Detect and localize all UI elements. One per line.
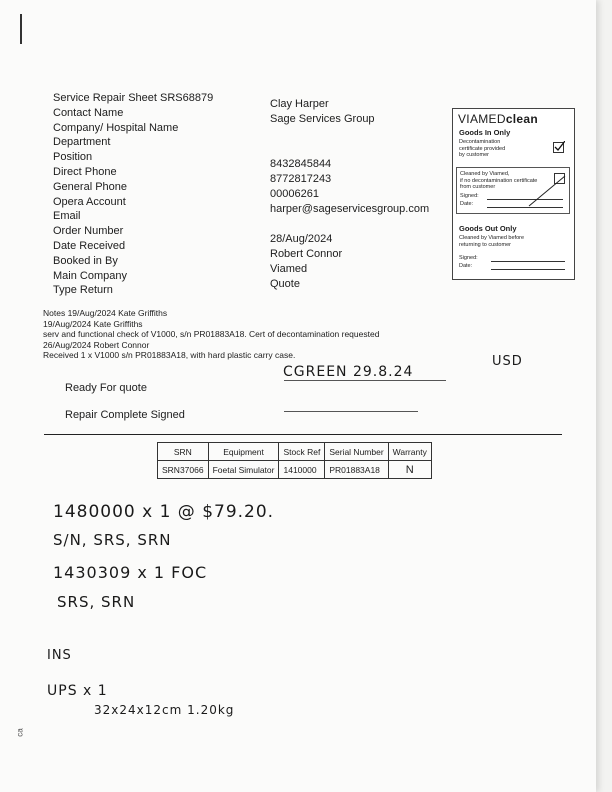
signed-label: Signed: xyxy=(460,193,479,199)
label-type-return: Type Return xyxy=(53,284,113,297)
goods-out-text: Cleaned by Viamed before returning to customer xyxy=(459,235,525,248)
value-booked-in-by: Robert Connor xyxy=(270,248,343,260)
value-direct-phone: 8432845844 xyxy=(270,158,332,170)
value-type-return: Quote xyxy=(270,278,300,290)
cell-equipment: Foetal Simulator xyxy=(208,461,279,479)
value-general-phone: 8772817243 xyxy=(270,173,332,185)
cell-stock-ref: 1410000 xyxy=(279,461,325,479)
value-company: Sage Services Group xyxy=(270,113,375,125)
note-line: 19/Aug/2024 Kate Griffiths xyxy=(43,318,143,329)
label-booked-in-by: Booked in By xyxy=(53,254,118,267)
ready-for-quote-label: Ready For quote xyxy=(65,382,147,394)
edge-mark: ca xyxy=(15,728,25,737)
label-company: Company/ Hospital Name xyxy=(53,121,179,134)
sheet-title: Service Repair Sheet SRS68879 xyxy=(53,92,214,104)
cleaned-by-viamed-section xyxy=(456,167,570,214)
label-email: Email xyxy=(53,210,81,223)
header-equipment: Equipment xyxy=(208,443,279,461)
handwritten-line-4: SRS, SRN xyxy=(57,593,136,611)
note-line: serv and functional check of V1000, s/n PR01883A18. Cert of decontamination requested xyxy=(43,329,380,339)
value-date-received: 28/Aug/2024 xyxy=(270,233,333,245)
handwritten-line-3: 1430309 x 1 FOC xyxy=(53,563,208,582)
viamed-clean-logo: VIAMEDclean xyxy=(458,112,538,126)
value-main-company: Viamed xyxy=(270,263,308,275)
signed-label-2: Signed: xyxy=(459,255,478,261)
label-opera-account: Opera Account xyxy=(53,195,126,208)
margin-mark xyxy=(20,14,22,44)
repair-complete-label: Repair Complete Signed xyxy=(65,409,185,421)
cleaned-text: Cleaned by Viamed, if no decontamination certificate from customer xyxy=(460,171,538,190)
label-order-number: Order Number xyxy=(53,225,124,238)
handwritten-line-2: S/N, SRS, SRN xyxy=(53,531,172,549)
crossed-out-mark xyxy=(527,174,567,208)
header-stock-ref: Stock Ref xyxy=(279,443,325,461)
label-direct-phone: Direct Phone xyxy=(53,165,117,178)
field-values xyxy=(270,97,429,292)
handwritten-line-1: 1480000 x 1 @ $79.20. xyxy=(53,502,275,522)
goods-out-title: Goods Out Only xyxy=(459,224,517,233)
date-label: Date: xyxy=(460,201,474,207)
checkmark-icon xyxy=(554,141,565,152)
handwritten-line-5: INS xyxy=(47,648,72,663)
note-line: Received 1 x V1000 s/n PR01883A18, with hard plastic carry case. xyxy=(43,350,296,360)
label-date-received: Date Received xyxy=(53,239,126,252)
cell-serial-number: PR01883A18 xyxy=(325,461,388,479)
value-email: harper@sageservicesgroup.com xyxy=(270,203,430,215)
value-opera-account: 00006261 xyxy=(270,188,319,200)
goods-in-title: Goods In Only xyxy=(459,128,511,137)
date-label-2: Date: xyxy=(459,263,473,269)
goods-in-text: Decontamination certificate provided by customer xyxy=(459,139,506,158)
equipment-table xyxy=(157,442,432,479)
header-serial-number: Serial Number xyxy=(325,443,388,461)
note-line: Notes 19/Aug/2024 Kate Griffiths xyxy=(43,308,168,318)
header-srn: SRN xyxy=(158,443,209,461)
table-row xyxy=(158,461,432,479)
ready-signature-line xyxy=(284,380,446,381)
label-position: Position xyxy=(53,151,93,164)
header-warranty: Warranty xyxy=(388,443,431,461)
decon-cert-checkbox xyxy=(553,142,564,153)
field-labels xyxy=(53,91,213,298)
handwritten-line-7: 32x24x12cm 1.20kg xyxy=(94,703,235,717)
note-line: 26/Aug/2024 Robert Connor xyxy=(43,339,150,350)
value-contact-name: Clay Harper xyxy=(270,98,329,110)
currency-note: USD xyxy=(492,354,523,369)
label-department: Department xyxy=(53,136,111,149)
notes-block xyxy=(43,308,379,361)
label-main-company: Main Company xyxy=(53,269,127,282)
viamed-clean-box xyxy=(452,108,575,280)
cell-srn: SRN37066 xyxy=(158,461,209,479)
label-general-phone: General Phone xyxy=(53,180,127,193)
cell-warranty: N xyxy=(388,461,431,479)
ready-signature: CGREEN 29.8.24 xyxy=(283,364,414,380)
repair-signature-line xyxy=(284,411,418,412)
label-contact-name: Contact Name xyxy=(53,106,124,119)
section-divider xyxy=(44,434,562,435)
handwritten-line-6: UPS x 1 xyxy=(47,683,108,699)
table-header-row xyxy=(158,443,432,461)
